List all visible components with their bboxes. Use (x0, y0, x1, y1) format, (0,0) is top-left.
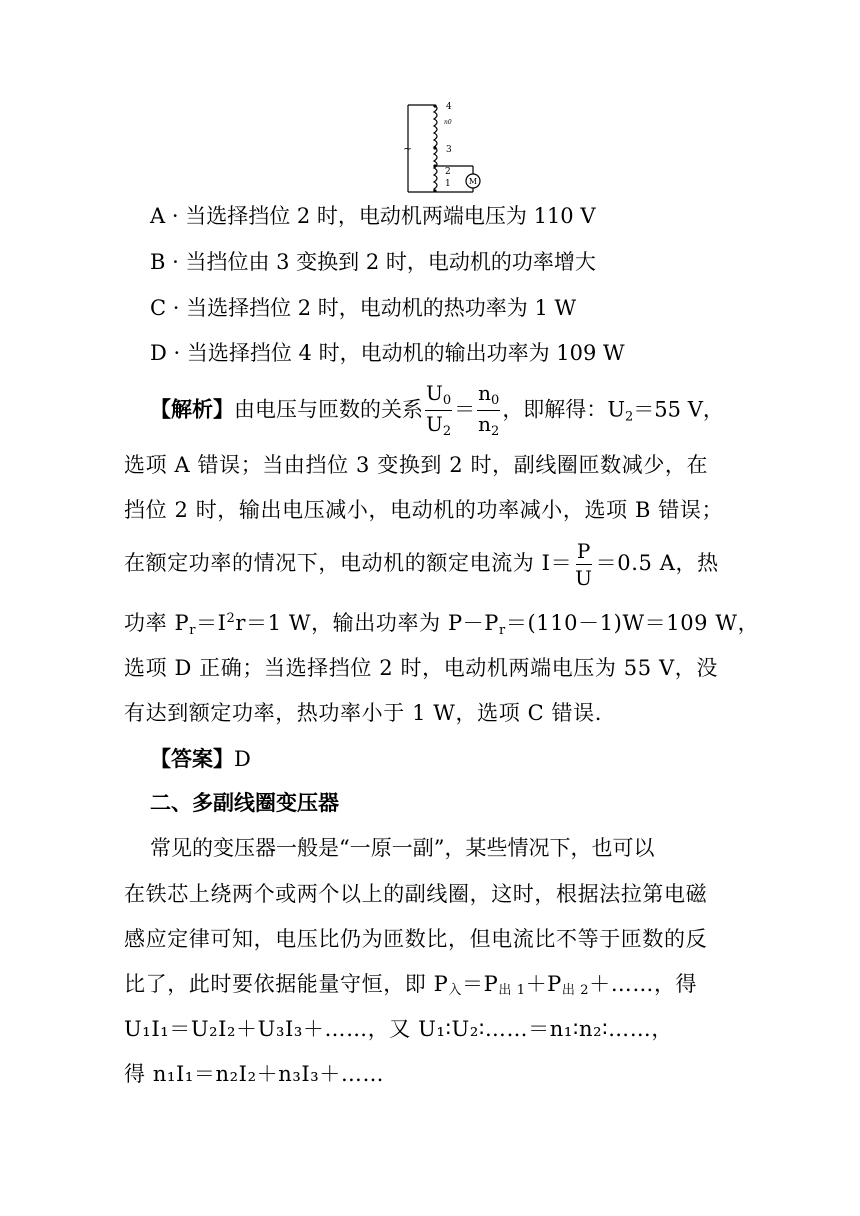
answer-label: 【答案】 (150, 746, 234, 771)
voltage-ratio-fraction: $\frac{U_0}{U_2}$ (426, 381, 452, 440)
analysis-l1-pre: 由电压与匝数的关系 (234, 397, 423, 422)
section-title: 二、多副线圈变压器 (150, 791, 339, 815)
option-b: B · 当挡位由 3 变换到 2 时，电动机的功率增大 (150, 250, 596, 274)
current-fraction: $\frac{P}{U}$ (575, 539, 593, 590)
ac-symbol: ~ (403, 142, 413, 155)
analysis-line-3: 挡位 2 时，输出电压减小，电动机的功率减小，选项 B 错误； (124, 498, 724, 522)
tap-label-3: 3 (446, 145, 452, 155)
turns-ratio-fraction: $\frac{n_0}{n_2}$ (478, 381, 500, 440)
para-line-4: 比了，此时要依据能量守恒，即 P入＝P出 1＋P出 2＋……，得 (124, 972, 698, 998)
analysis-label: 【解析】 (150, 396, 234, 422)
analysis-line-2: 选项 A 错误；当由挡位 3 变换到 2 时，副线圈匝数减少，在 (124, 453, 709, 477)
para-line-2: 在铁芯上绕两个或两个以上的副线圈，这时，根据法拉第电磁 (124, 882, 708, 906)
analysis-l1-post: ，即解得： (502, 397, 608, 422)
coil-label: n0 (444, 119, 452, 126)
option-d: D · 当选择挡位 4 时，电动机的输出功率为 109 W (150, 341, 625, 365)
analysis-line-7: 有达到额定功率，热功率小于 1 W，选项 C 错误. (124, 701, 602, 725)
autotransformer-circuit-diagram (402, 100, 492, 196)
answer-value: D (234, 747, 251, 771)
para-line-6: 得 n₁I₁＝n₂I₂＋n₃I₃＋…… (124, 1062, 385, 1086)
analysis-line-6: 选项 D 正确；当选择挡位 2 时，电动机两端电压为 55 V，没 (124, 656, 718, 680)
option-c: C · 当选择挡位 2 时，电动机的热功率为 1 W (150, 296, 577, 320)
motor-label: M (468, 177, 478, 186)
tap-label-1: 1 (445, 179, 451, 189)
para-line-3: 感应定律可知，电压比仍为匝数比，但电流比不等于匝数的反 (124, 927, 708, 951)
analysis-line-5: 功率 $P_r=I^2r=1$ W，输出功率为 $P-P_r=(110-1)W=109$ W， (124, 611, 760, 638)
analysis-l1-result: ＝55 V， (633, 397, 724, 422)
answer-line (150, 748, 251, 770)
analysis-line-4: 在额定功率的情况下，电动机的额定电流为 I＝ $\frac{P}{U}$ ＝0.5 A，热 (124, 539, 719, 590)
para-line-1: 常见的变压器一般是“一原一副”，某些情况下，也可以 (150, 836, 655, 860)
option-a: A · 当选择挡位 2 时，电动机两端电压为 110 V (150, 204, 596, 228)
tap-label-4: 4 (446, 102, 452, 112)
para-line-5: U₁I₁＝U₂I₂＋U₃I₃＋……，又 U₁∶U₂∶……＝n₁∶n₂∶……， (124, 1017, 673, 1041)
analysis-line-1: 【解析】由电压与匝数的关系 $\frac{U_0}{U_2}$ ＝ $\frac{n_0}{n_2}$ ，即解得：$U_2=55$ V， (150, 381, 724, 440)
tap-label-2: 2 (445, 167, 451, 177)
